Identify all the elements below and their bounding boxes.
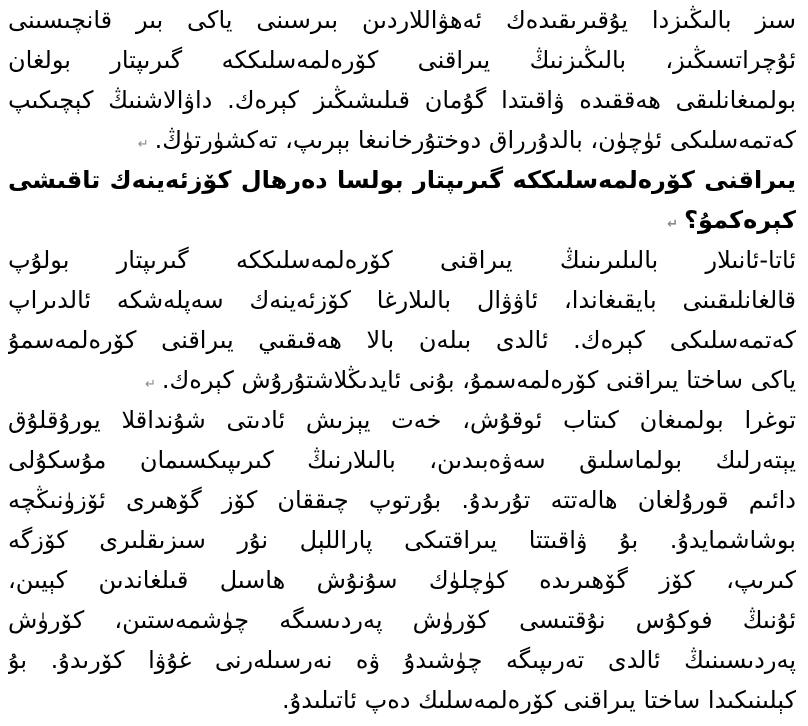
paragraph-2-line-1: ئاتا-ئانىلار بالىلىرىنىڭ يىراقنى كۆرەلمەسلىككە گىرىپتار بولۇپ	[8, 246, 796, 274]
paragraph-3-line-7: پەردىسىنىڭ ئالدى تەرىپىگە چۈشىدۇ ۋە نەرسىلەرنى غۇۋا كۆرىدۇ. بۇ	[8, 646, 796, 674]
paragraph-2-line-4	[8, 360, 796, 400]
paragraph-3-line-8: كېلىنىكىدا ساختا يىراقنى كۆرەلمەسلىك دەپ ئاتىلىدۇ.	[282, 686, 796, 714]
paragraph-mark: ↵	[144, 377, 156, 392]
paragraph-2-line-2: قالغانلىقىنى بايقىغاندا، ئاۋۋال بالىلارغا كۆزئەينەك سەپلەشكە ئالدىراپ	[8, 286, 796, 314]
paragraph-mark: ↵	[137, 137, 149, 152]
paragraph-2-line-4-text: ياكى ساختا يىراقنى كۆرەلمەسمۇ، بۇنى ئايدىڭلاشتۇرۇش كېرەك.	[161, 366, 796, 394]
paragraph-1-line-4	[8, 120, 796, 160]
paragraph-mark: ↵	[667, 217, 679, 232]
paragraph-3-line-2: يېتەرلىك بولماسلىق سەۋەبىدىن، بالىلارنىڭ كىرىپىكسىمان مۇسكۇلى	[8, 446, 796, 474]
paragraph-1	[8, 0, 796, 160]
paragraph-1-line-2: ئۇچراتسىڭىز، بالىڭىزنىڭ يىراقنى كۆرەلمەسلىككە گىرىپتار بولغان	[8, 46, 796, 74]
section-heading	[8, 160, 796, 240]
paragraph-3	[8, 400, 796, 720]
paragraph-1-line-3: بولمىغانلىقى ھەققىدە ۋاقىتدا گۇمان قىلىشىڭىز كېرەك. داۋالاشنىڭ كېچىكىپ	[8, 86, 796, 114]
paragraph-2-line-3: كەتمەسلىكى كېرەك. ئالدى بىلەن بالا ھەقىقىي يىراقنى كۆرەلمەسمۇ	[8, 326, 796, 354]
paragraph-3-line-3: دائىم قورۇلغان ھالەتتە تۇرىدۇ. بۇرتوپ چىققان كۆز گۆھىرى ئۆزۈنىڭچە	[8, 486, 796, 514]
paragraph-2	[8, 240, 796, 400]
paragraph-1-line-1: سىز بالىڭىزدا يۇقىرىقىدەك ئەھۋاللاردىن بىرسىنى ياكى بىر قانچىسىنى	[8, 6, 796, 34]
heading-line-1: يىراقنى كۆرەلمەسلىككە گىرىپتار بولسا دەرھال كۆزئەينەك تاقىشى	[8, 166, 796, 194]
heading-line-2-text: كېرەكمۇ؟	[684, 206, 796, 234]
paragraph-3-line-4: بوشاشمايدۇ. بۇ ۋاقىتتا يىراقتىكى پاراللېل نۇر سىزىقلىرى كۆزگە	[8, 526, 796, 554]
paragraph-1-line-4-text: كەتمەسلىكى ئۈچۈن، بالدۇرراق دوختۇرخانىغا بېرىپ، تەكشۈرتۈڭ.	[154, 126, 796, 154]
paragraph-3-line-6: ئۇنىڭ فوكۇس نۇقتىسى كۆرۈش پەردىسىگە چۈشمەستىن، كۆرۈش	[8, 606, 796, 634]
paragraph-3-line-1: توغرا بولمىغان كىتاب ئوقۇش، خەت يېزىش ئادىتى شۇنداقلا يورۇقلۇق	[8, 406, 796, 434]
heading-line-2	[8, 200, 796, 240]
paragraph-3-line-5: كىرىپ، كۆز گۆھىرىدە كۈچلۈك سۇنۇش ھاسىل قىلغاندىن كېيىن،	[8, 566, 796, 594]
